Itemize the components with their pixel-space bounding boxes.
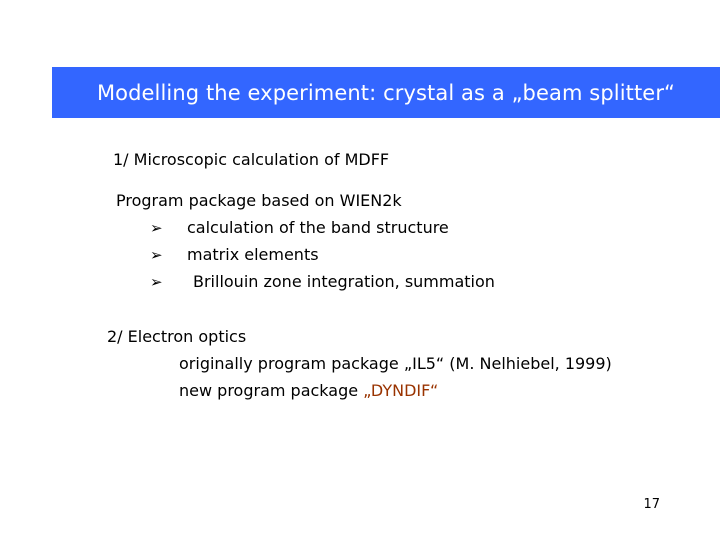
bullet-item: Brillouin zone integration, summation [193, 272, 495, 291]
bullet-arrow-icon: ➢ [150, 246, 163, 264]
dyndif-line [179, 381, 438, 401]
section2-heading: 2/ Electron optics [107, 327, 247, 346]
bullet-item: calculation of the band structure [187, 218, 449, 237]
section1-heading: 1/ Microscopic calculation of MDFF [113, 150, 390, 169]
title-bar [52, 67, 720, 118]
program-intro: Program package based on WIEN2k [116, 191, 402, 210]
il5-line: originally program package „IL5“ (M. Nelhiebel, 1999) [179, 354, 612, 373]
page-number: 17 [643, 497, 660, 512]
bullet-arrow-icon: ➢ [150, 219, 163, 237]
dyndif-name: „DYNDIF“ [363, 381, 439, 400]
slide-title: Modelling the experiment: crystal as a „beam splitter“ [96, 80, 676, 105]
bullet-item: matrix elements [187, 245, 319, 264]
bullet-arrow-icon: ➢ [150, 273, 163, 291]
dyndif-prefix: new program package [179, 381, 364, 400]
